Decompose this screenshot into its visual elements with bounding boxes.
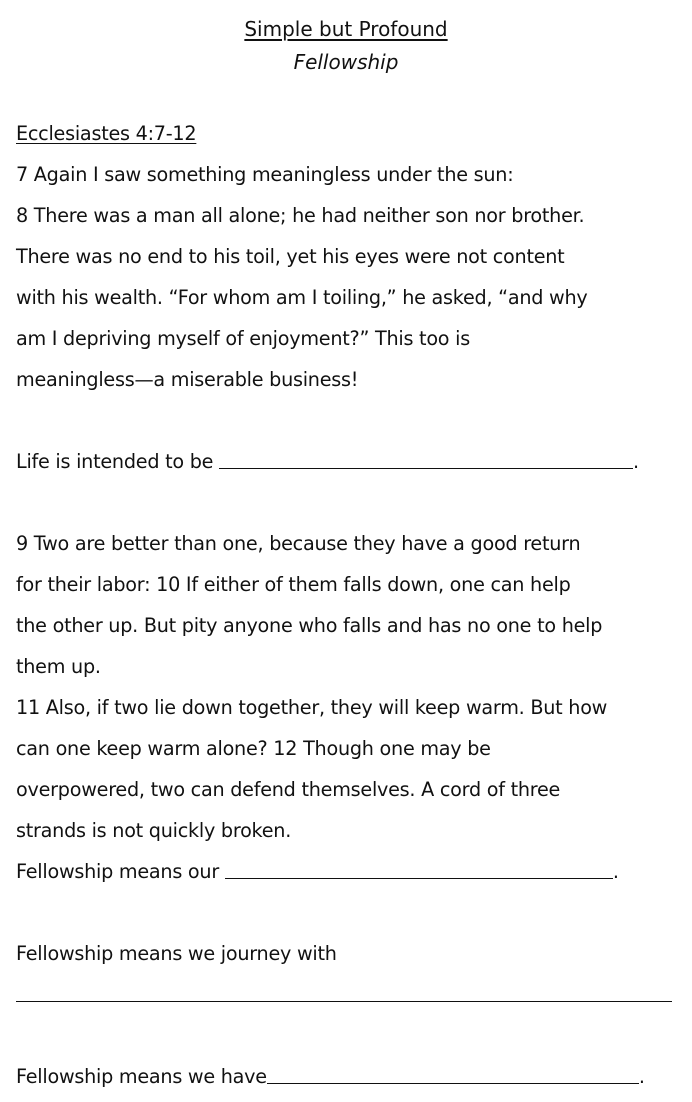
fill-in-blank[interactable]	[225, 877, 613, 879]
verse-line: meaningless—a miserable business!	[16, 368, 359, 391]
fill-in-blank[interactable]	[16, 1000, 672, 1002]
page-title: Simple but Profound	[244, 17, 448, 41]
verse-line: for their labor: 10 If either of them falls down, one can help	[16, 573, 571, 596]
verse-line: 7 Again I saw something meaningless under the sun:	[16, 163, 514, 186]
prompt-text: Fellowship means we have	[16, 1065, 267, 1088]
prompt-period: .	[638, 1065, 645, 1088]
fill-in-line-journey	[16, 974, 686, 1015]
verse-line: 8 There was a man all alone; he had neither son nor brother.	[16, 204, 585, 227]
fill-in-blank[interactable]	[267, 1082, 639, 1084]
fill-in-prompt-we-have	[16, 1056, 686, 1097]
prompt-period: .	[633, 450, 639, 473]
verse-line: There was no end to his toil, yet his eyes were not content	[16, 245, 565, 268]
spacer	[16, 1015, 686, 1056]
fill-in-prompt-life	[16, 441, 686, 482]
fill-in-prompt-means-our	[16, 851, 686, 892]
prompt-text: Life is intended to be	[16, 450, 220, 473]
spacer	[16, 482, 686, 523]
fill-in-blank[interactable]	[219, 467, 633, 469]
verse-line: 9 Two are better than one, because they have a good return	[16, 532, 581, 555]
fill-in-prompt-journey: Fellowship means we journey with	[16, 942, 337, 965]
prompt-text: Fellowship means our	[16, 860, 225, 883]
verse-line: with his wealth. “For whom am I toiling,” he asked, “and why	[16, 286, 588, 309]
verse-line: can one keep warm alone? 12 Though one may be	[16, 737, 491, 760]
verse-line: 11 Also, if two lie down together, they will keep warm. But how	[16, 696, 608, 719]
verse-line: them up.	[16, 655, 101, 678]
verse-line: the other up. But pity anyone who falls and has no one to help	[16, 614, 603, 637]
verse-line: strands is not quickly broken.	[16, 819, 292, 842]
verse-line: am I depriving myself of enjoyment?” This too is	[16, 327, 470, 350]
page-subtitle: Fellowship	[293, 50, 399, 74]
verse-line: overpowered, two can defend themselves. A cord of three	[16, 778, 561, 801]
prompt-period: .	[612, 860, 619, 883]
scripture-reference: Ecclesiastes 4:7-12	[16, 122, 197, 145]
scripture-reference-line	[16, 113, 686, 154]
spacer	[16, 400, 686, 441]
spacer	[16, 892, 686, 933]
worksheet-body	[16, 113, 686, 1097]
